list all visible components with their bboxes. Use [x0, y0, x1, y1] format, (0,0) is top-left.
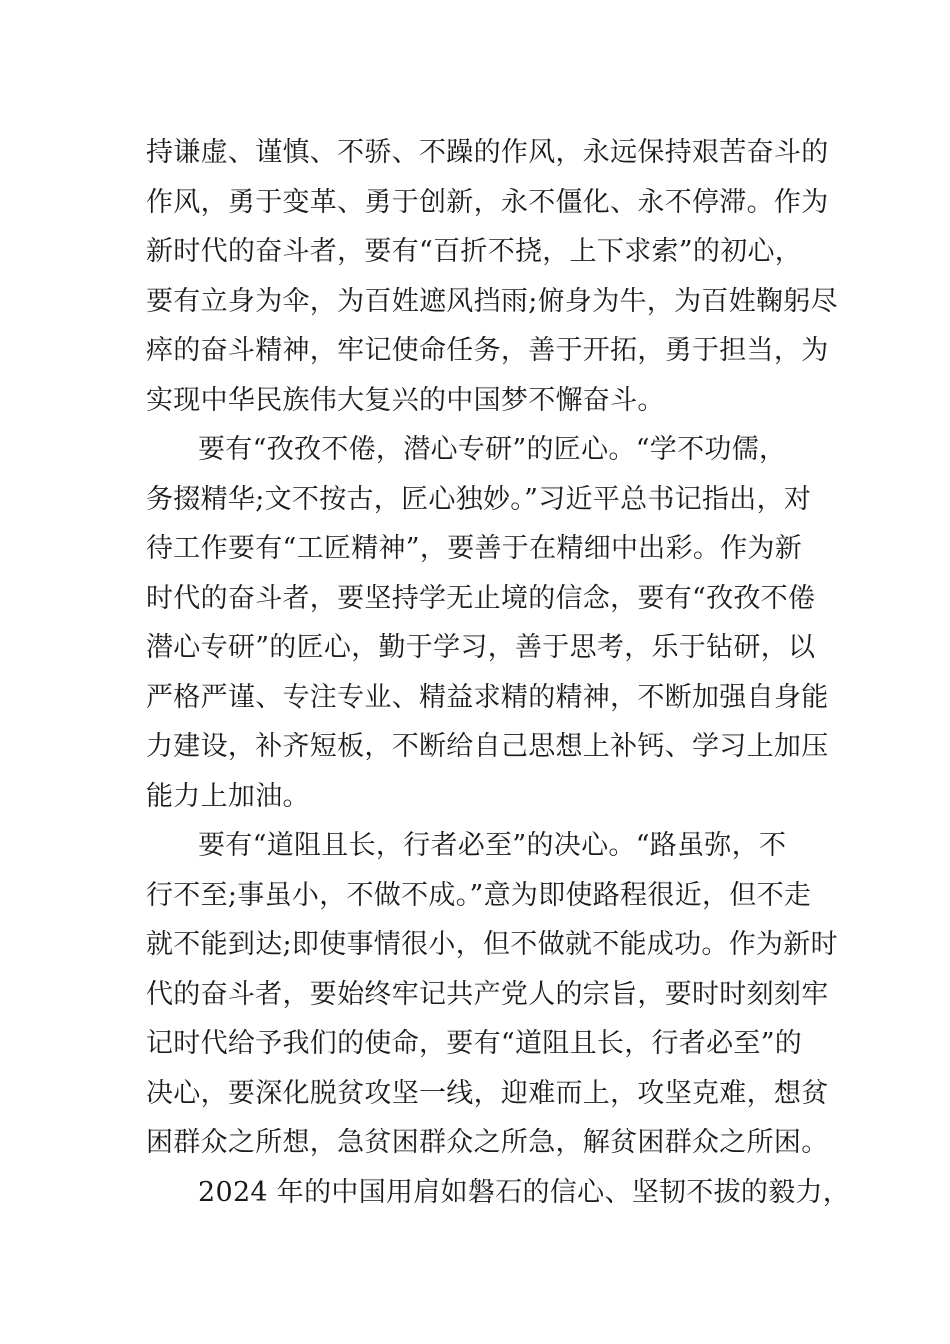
- text-line: 能力上加油。: [146, 780, 310, 812]
- text-line: 持谦虚、谨慎、不骄、不躁的作风，永远保持艰苦奋斗的: [146, 137, 829, 168]
- text-line: 瘁的奋斗精神，牢记使命任务，善于开拓，勇于担当，为: [146, 335, 829, 366]
- text-line: 要有立身为伞，为百姓遮风挡雨;俯身为牛，为百姓鞠躬尽: [146, 285, 838, 317]
- text-line: 严格严谨、专注专业、精益求精的精神，不断加强自身能: [146, 681, 829, 713]
- text-line: 务掇精华;文不按古，匠心独妙。”习近平总书记指出，对: [146, 483, 812, 515]
- text-line: 代的奋斗者，要始终牢记共产党人的宗旨，要时时刻刻牢: [146, 978, 829, 1010]
- text-line: 决心，要深化脱贫攻坚一线，迎难而上，攻坚克难，想贫: [146, 1077, 829, 1109]
- text-line: 力建设，补齐短板，不断给自己思想上补钙、学习上加压: [146, 731, 829, 762]
- paragraph-start-line: 要有“孜孜不倦，潜心专研”的匠心。“学不功儒，: [198, 434, 787, 465]
- body-text: [146, 128, 851, 1217]
- text-line: 实现中华民族伟大复兴的中国梦不懈奋斗。: [146, 384, 665, 416]
- paragraph-start-line: 2024 年的中国用肩如磐石的信心、坚韧不拔的毅力，: [198, 1176, 851, 1208]
- text-line: 时代的奋斗者，要坚持学无止境的信念，要有“孜孜不倦: [146, 582, 816, 614]
- text-line: 行不至;事虽小，不做不成。”意为即使路程很近，但不走: [146, 879, 812, 911]
- text-line: 作风，勇于变革、勇于创新，永不僵化、永不停滞。作为: [146, 186, 829, 218]
- text-line: 困群众之所想，急贫困群众之所急，解贫困群众之所困。: [146, 1127, 829, 1158]
- text-line: 待工作要有“工匠精神”，要善于在精细中出彩。作为新: [146, 533, 803, 564]
- text-line: 潜心专研”的匠心，勤于学习，善于思考，乐于钻研，以: [146, 632, 816, 663]
- text-line: 记时代给予我们的使命，要有“道阻且长，行者必至”的: [146, 1028, 803, 1059]
- text-line: 就不能到达;即使事情很小，但不做就不能成功。作为新时: [146, 929, 838, 960]
- paragraph-start-line: 要有“道阻且长，行者必至”的决心。“路虽弥，不: [198, 830, 787, 861]
- text-line: 新时代的奋斗者，要有“百折不挠，上下求索”的初心，: [146, 236, 803, 267]
